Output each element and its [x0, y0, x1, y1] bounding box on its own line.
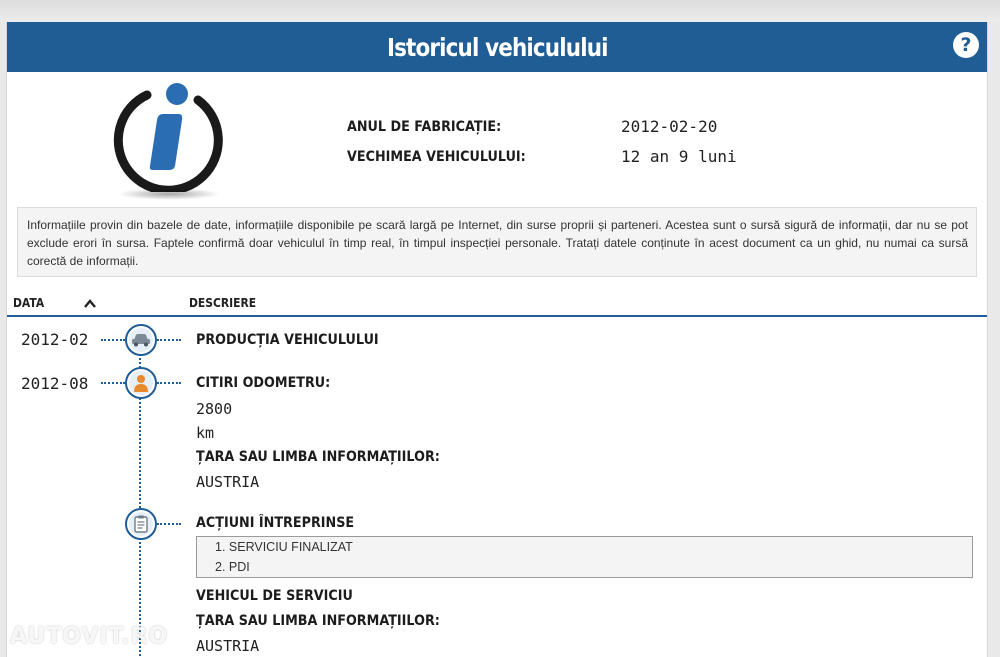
page-title: Istoricul vehiculului: [386, 32, 608, 62]
disclaimer-box: Informațiile provin din bazele de date, informațiile disponibile pe scară largă pe Internet, din surse proprii și parteneri. Acestea sunt o sursă sigură de informații, dar nu se pot exclude erori în sursa. Faptele confirmă doar vehiculul în timp real, în timpul inspecției personale. Tratați datele conținute în acest document ca un ghid, nu numai ca sursă corectă de informații.: [17, 207, 977, 277]
event-title: CITIRI ODOMETRU:: [196, 375, 331, 391]
top-strip: [0, 0, 1000, 22]
spec-label: VECHIMEA VEHICULULUI:: [347, 148, 526, 165]
timeline-date: 2012-08: [21, 374, 89, 393]
country-label: ȚARA SAU LIMBA INFORMAȚIILOR:: [196, 449, 440, 465]
timeline-connector: [101, 339, 125, 341]
header-divider: [7, 315, 987, 317]
timeline-connector: [157, 523, 181, 525]
header-bar: [7, 22, 987, 72]
watermark-logo: AUTOVIT.RO: [10, 624, 169, 649]
info-logo-graphic: [113, 80, 225, 192]
country-value: AUSTRIA: [196, 637, 260, 655]
event-title: ACȚIUNI ÎNTREPRINSE: [196, 515, 355, 531]
odometer-value: 2800: [196, 400, 233, 418]
odometer-unit: km: [196, 424, 215, 442]
country-value: AUSTRIA: [196, 473, 260, 491]
list-item: 2. PDI: [215, 560, 250, 574]
event-title: PRODUCȚIA VEHICULULUI: [196, 332, 379, 348]
timeline-connector: [157, 382, 181, 384]
info-logo-icon: [113, 80, 225, 202]
help-icon[interactable]: ?: [953, 32, 979, 58]
spec-value: 2012-02-20: [621, 117, 718, 136]
country-label: ȚARA SAU LIMBA INFORMAȚIILOR:: [196, 613, 440, 629]
vehicle-history-card: [6, 22, 988, 657]
spec-value: 12 an 9 luni: [621, 147, 737, 166]
clipboard-icon: [125, 508, 157, 540]
spec-row-manufacture-year: [347, 117, 717, 136]
spec-row-vehicle-age: [347, 147, 737, 166]
actions-list: [196, 536, 973, 578]
car-icon: [125, 324, 157, 356]
column-header-description[interactable]: DESCRIERE: [189, 295, 257, 310]
list-item: 1. SERVICIU FINALIZAT: [215, 540, 353, 554]
timeline-connector: [101, 382, 125, 384]
timeline-date: 2012-02: [21, 330, 89, 349]
person-icon: [125, 367, 157, 399]
logo-shadow: [117, 188, 221, 200]
column-header-date[interactable]: DATA: [13, 295, 45, 310]
timeline-connector: [157, 339, 181, 341]
event-subtitle: VEHICUL DE SERVICIU: [196, 588, 353, 604]
chevron-up-icon[interactable]: [84, 297, 96, 312]
spec-label: ANUL DE FABRICAȚIE:: [347, 118, 502, 135]
